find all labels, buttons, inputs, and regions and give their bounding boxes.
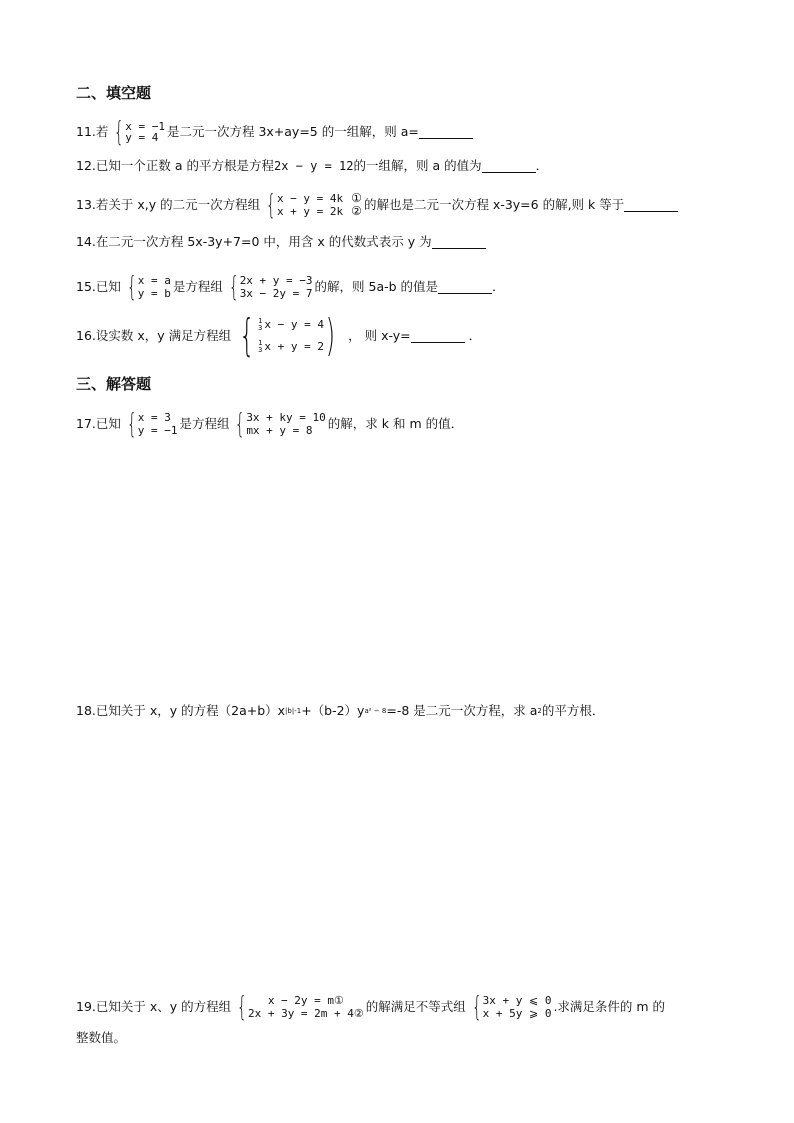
q15-mid: 是方程组 bbox=[172, 279, 223, 294]
q17-prefix: 17.已知 bbox=[76, 416, 121, 431]
circled-one-mark: ① bbox=[351, 191, 362, 205]
fraction-numerator: 1 bbox=[258, 317, 263, 325]
q18-exponent-a: 2 bbox=[537, 707, 542, 715]
left-brace-icon: { bbox=[228, 270, 239, 303]
fraction-numerator: 1 bbox=[258, 339, 263, 347]
q13-line1: x − y = 4k bbox=[276, 192, 344, 205]
circled-two-mark: ② bbox=[351, 204, 362, 218]
question-19-line2 bbox=[76, 1030, 126, 1046]
q19-mid: 的解满足不等式组 bbox=[365, 999, 466, 1014]
q16-text: ， 则 x-y= bbox=[348, 328, 411, 343]
q17-eq-line2: mx + y = 8 bbox=[246, 424, 313, 437]
q15-text: 的解，则 5a-b 的值是 bbox=[314, 279, 439, 294]
q18-end: 的平方根． bbox=[541, 703, 605, 718]
q19-prefix: 19.已知关于 x、y 的方程组 bbox=[76, 999, 232, 1014]
question-18 bbox=[76, 703, 604, 719]
fraction-denominator: 3 bbox=[258, 324, 263, 332]
left-brace-icon: { bbox=[239, 310, 255, 361]
left-brace-icon: { bbox=[237, 990, 247, 1023]
q11-line1: x = −1 bbox=[125, 120, 165, 133]
q16-prefix: 16.设实数 x，y 满足方程组 bbox=[76, 328, 232, 343]
q15-equation-system bbox=[225, 270, 313, 303]
q17-equation-system bbox=[231, 407, 326, 440]
q17-sol-line2: y = −1 bbox=[137, 424, 178, 437]
q12-prefix: 12.已知一个正数 a 的平方根是方程 bbox=[76, 158, 274, 173]
answer-blank[interactable] bbox=[411, 330, 465, 343]
question-19 bbox=[76, 990, 666, 1023]
q16-end: ． bbox=[468, 328, 482, 343]
left-brace-icon: { bbox=[266, 188, 276, 221]
q17-text: 的解，求 k 和 m 的值． bbox=[327, 416, 464, 431]
q12-equation: 2x − y = 12 bbox=[274, 159, 354, 173]
answer-blank[interactable] bbox=[432, 236, 486, 249]
q17-mid: 是方程组 bbox=[179, 416, 230, 431]
q16-line1: x − y = 4 bbox=[264, 318, 324, 331]
question-17 bbox=[76, 407, 464, 440]
q18-mid: +（b-2）y bbox=[301, 703, 365, 718]
q17-eq-line1: 3x + ky = 10 bbox=[246, 411, 326, 424]
q17-sol-line1: x = 3 bbox=[137, 411, 171, 424]
q19-ineq-line1: 3x + y ⩽ 0 bbox=[482, 994, 552, 1007]
q11-solution-system bbox=[110, 115, 165, 148]
q15-sol-line1: x = a bbox=[137, 274, 171, 287]
q11-text: 是二元一次方程 3x+ay=5 的一组解，则 a= bbox=[166, 124, 419, 139]
q15-eq-line1: 2x + y = −3 bbox=[239, 274, 313, 287]
q16-line2: x + y = 2 bbox=[264, 340, 324, 353]
right-brace-icon: ( bbox=[325, 310, 336, 361]
left-brace-icon: { bbox=[126, 407, 137, 440]
q19-ineq-line2: x + 5y ⩾ 0 bbox=[482, 1007, 552, 1020]
q16-system bbox=[233, 310, 336, 361]
q18-exponent-y: a² − 8 bbox=[364, 707, 387, 715]
fraction-denominator: 3 bbox=[258, 346, 263, 354]
q11-prefix: 11.若 bbox=[76, 124, 109, 139]
q13-system bbox=[262, 188, 362, 221]
q18-text: =-8 是二元一次方程，求 a bbox=[386, 703, 538, 718]
q15-sol-line2: y = b bbox=[137, 287, 171, 300]
question-12 bbox=[76, 158, 548, 174]
question-11 bbox=[76, 115, 473, 148]
left-brace-icon: { bbox=[235, 407, 246, 440]
q12-text: 的一组解，则 a 的值为 bbox=[353, 158, 482, 173]
q19-text: .求满足条件的 m 的 bbox=[553, 999, 666, 1014]
answer-blank[interactable] bbox=[482, 160, 536, 173]
q19-continuation: 整数值。 bbox=[76, 1030, 127, 1045]
q19-inequality-system bbox=[468, 990, 552, 1023]
q18-exponent-x: |b|-1 bbox=[285, 707, 302, 715]
q19-eq-line1: x − 2y = m① bbox=[267, 994, 344, 1007]
question-13 bbox=[76, 188, 678, 221]
section-title-answer: 三、解答题 bbox=[76, 375, 152, 393]
question-14 bbox=[76, 234, 486, 250]
q15-prefix: 15.已知 bbox=[76, 279, 121, 294]
q17-solution-system bbox=[123, 407, 178, 440]
section-title-fill-in: 二、填空题 bbox=[76, 84, 152, 102]
left-brace-icon: { bbox=[114, 115, 125, 148]
left-brace-icon: { bbox=[471, 990, 482, 1023]
q14-text: 14.在二元一次方程 5x-3y+7=0 中，用含 x 的代数式表示 y 为 bbox=[76, 234, 432, 249]
q18-prefix: 18.已知关于 x，y 的方程（2a+b）x bbox=[76, 703, 286, 718]
q11-line2: y = 4 bbox=[125, 131, 159, 144]
q15-end: ． bbox=[492, 279, 505, 294]
question-15 bbox=[76, 270, 505, 303]
q19-eq-line2: 2x + 3y = 2m + 4② bbox=[247, 1007, 364, 1020]
q13-prefix: 13.若关于 x,y 的二元一次方程组 bbox=[76, 197, 261, 212]
question-16 bbox=[76, 310, 482, 361]
q15-solution-system bbox=[123, 270, 171, 303]
answer-blank[interactable] bbox=[419, 126, 473, 139]
answer-blank[interactable] bbox=[438, 281, 492, 294]
q19-equation-system bbox=[233, 990, 364, 1023]
q15-eq-line2: 3x − 2y = 7 bbox=[239, 287, 313, 300]
q12-end: ． bbox=[535, 158, 549, 173]
answer-blank[interactable] bbox=[624, 199, 678, 212]
left-brace-icon: { bbox=[126, 270, 137, 303]
q13-text: 的解也是二元一次方程 x-3y=6 的解,则 k 等于 bbox=[363, 197, 625, 212]
q13-line2: x + y = 2k bbox=[276, 205, 344, 218]
